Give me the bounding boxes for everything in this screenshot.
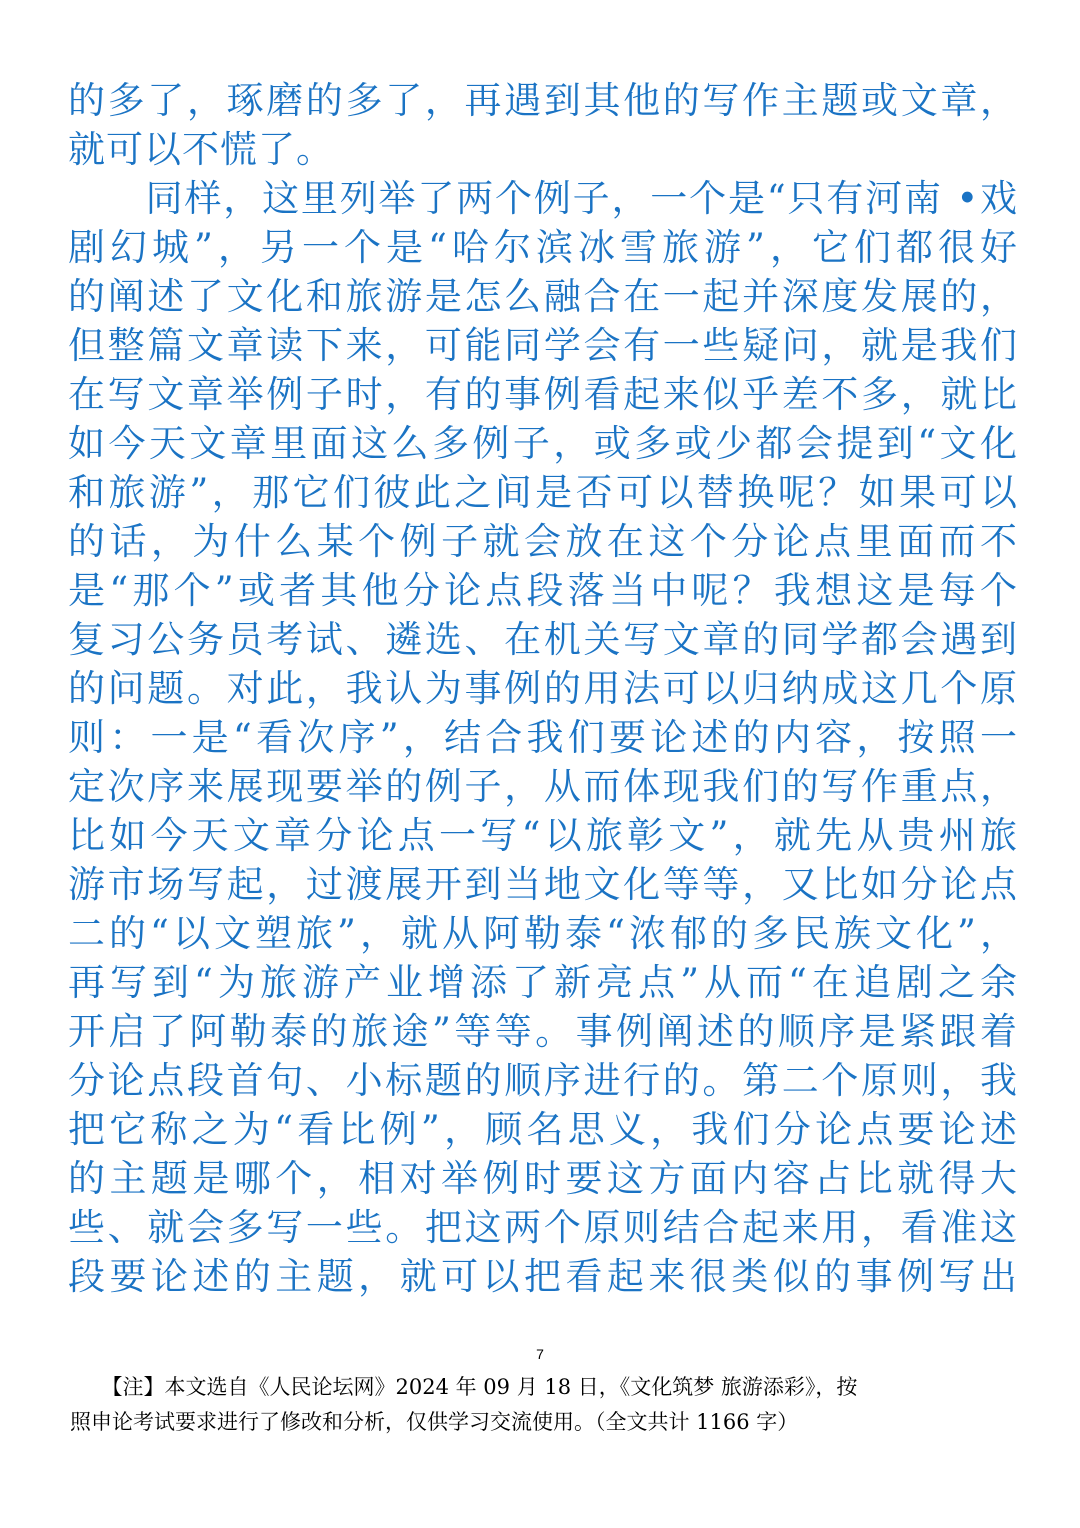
body-line: 但整篇文章读下来，可能同学会有一些疑问，就是我们 xyxy=(68,324,1018,367)
body-line: 复习公务员考试、遴选、在机关写文章的同学都会遇到 xyxy=(68,618,1018,661)
body-line: 是“那个”或者其他分论点段落当中呢？我想这是每个 xyxy=(68,569,1018,612)
source-note xyxy=(70,1370,1020,1440)
body-line: 分论点段首句、小标题的顺序进行的。第二个原则，我 xyxy=(68,1059,1018,1102)
body-line: 把它称之为“看比例”，顾名思义，我们分论点要论述 xyxy=(68,1108,1018,1151)
body-line: 的多了，琢磨的多了，再遇到其他的写作主题或文章， xyxy=(68,79,1018,122)
page-number: 7 xyxy=(536,1346,544,1362)
note-line: 【注】本文选自《人民论坛网》2024 年 09 月 18 日，《文化筑梦 旅游添彩》，按 xyxy=(70,1375,858,1399)
body-line: 的主题是哪个，相对举例时要这方面内容占比就得大 xyxy=(68,1157,1018,1200)
body-line: 的问题。对此，我认为事例的用法可以归纳成这几个原 xyxy=(68,667,1018,710)
body-line: 在写文章举例子时，有的事例看起来似乎差不多，就比 xyxy=(68,373,1018,416)
body-line: 游市场写起，过渡展开到当地文化等等，又比如分论点 xyxy=(68,863,1018,906)
body-line: 再写到“为旅游产业增添了新亮点”从而“在追剧之余 xyxy=(68,961,1018,1004)
body-line: 段要论述的主题，就可以把看起来很类似的事例写出 xyxy=(68,1255,1018,1298)
body-line: 比如今天文章分论点一写“以旅彰文”，就先从贵州旅 xyxy=(68,814,1018,857)
note-line: 照申论考试要求进行了修改和分析，仅供学习交流使用。（全文共计 1166 字） xyxy=(70,1410,799,1434)
body-line: 的话，为什么某个例子就会放在这个分论点里面而不 xyxy=(68,520,1018,563)
body-line: 同样，这里列举了两个例子，一个是“只有河南 •戏 xyxy=(68,177,1018,220)
body-line: 如今天文章里面这么多例子，或多或少都会提到“文化 xyxy=(68,422,1018,465)
body-line: 就可以不慌了。 xyxy=(68,128,334,171)
body-line: 开启了阿勒泰的旅途”等等。事例阐述的顺序是紧跟着 xyxy=(68,1010,1018,1053)
body-line: 剧幻城”，另一个是“哈尔滨冰雪旅游”，它们都很好 xyxy=(68,226,1018,269)
body-line: 的阐述了文化和旅游是怎么融合在一起并深度发展的， xyxy=(68,275,1018,318)
body-line: 些、就会多写一些。把这两个原则结合起来用，看准这 xyxy=(68,1206,1018,1249)
body-line: 二的“以文塑旅”，就从阿勒泰“浓郁的多民族文化”， xyxy=(68,912,1018,955)
body-line: 和旅游”，那它们彼此之间是否可以替换呢？如果可以 xyxy=(68,471,1018,514)
body-line: 定次序来展现要举的例子，从而体现我们的写作重点， xyxy=(68,765,1018,808)
article-body xyxy=(68,76,1018,1301)
body-line: 则：一是“看次序”，结合我们要论述的内容，按照一 xyxy=(68,716,1018,759)
